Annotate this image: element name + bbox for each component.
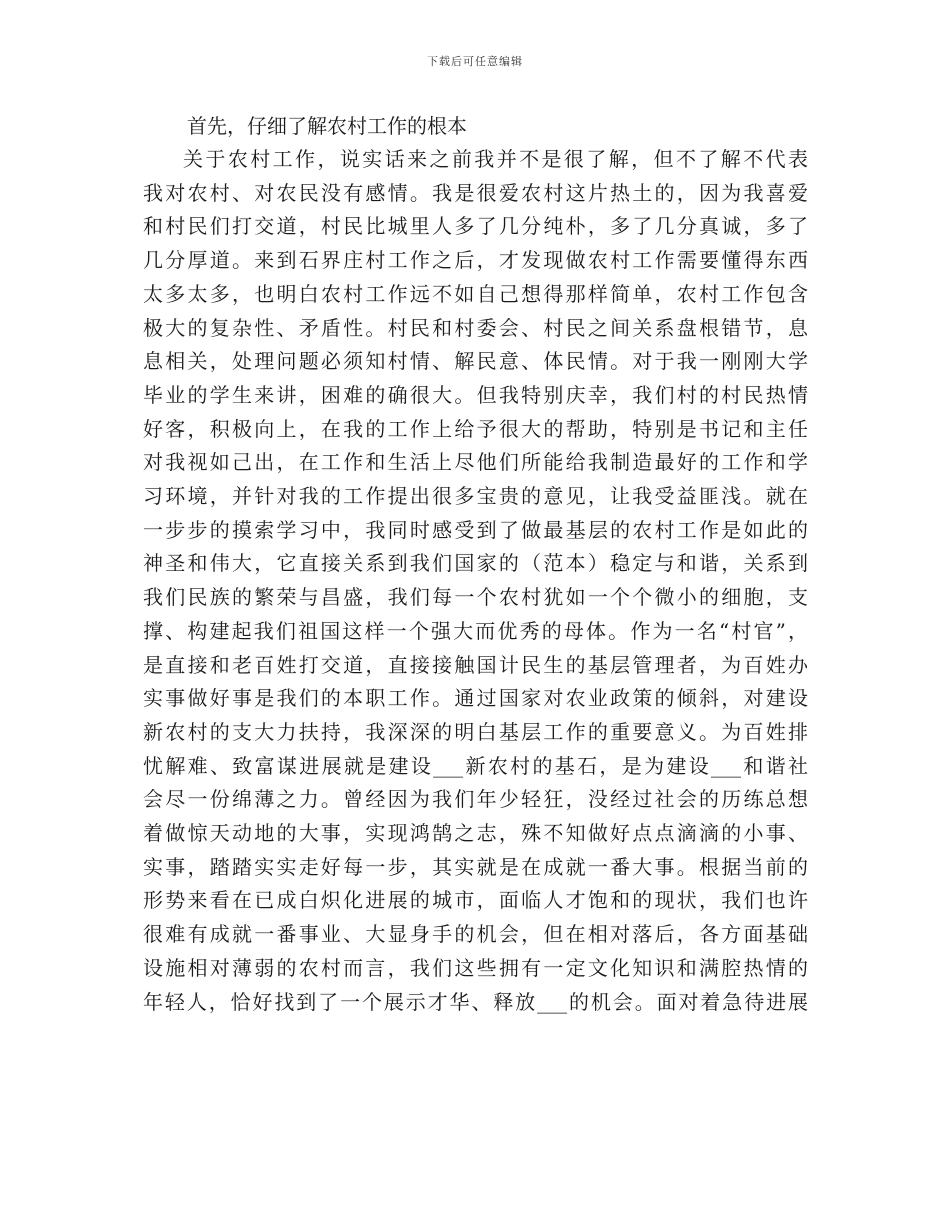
page-header: 下载后可任意编辑 — [427, 55, 523, 68]
text-line: 和村民们打交道，村民比城里人多了几分纯朴，多了几分真诚，多了 — [143, 214, 808, 239]
text-line: 着做惊天动地的大事，实现鸿鹄之志，殊不知做好点点滴滴的小事、 — [143, 821, 808, 846]
text-line: 年轻人，恰好找到了一个展示才华、释放___的机会。面对着急待进展 — [143, 989, 808, 1014]
text-line: 对我视如己出，在工作和生活上尽他们所能给我制造最好的工作和学 — [143, 450, 808, 475]
text-line: 几分厚道。来到石界庄村工作之后，才发现做农村工作需要懂得东西 — [143, 248, 808, 273]
text-line: 习环境，并针对我的工作提出很多宝贵的意见，让我受益匪浅。就在 — [143, 484, 808, 509]
text-line: 实事做好事是我们的本职工作。通过国家对农业政策的倾斜，对建设 — [143, 686, 808, 711]
text-line: 新农村的支大力扶持，我深深的明白基层工作的重要意义。为百姓排 — [143, 719, 808, 744]
text-line: 撑、构建起我们祖国这样一个强大而优秀的母体。作为一名“村官”， — [143, 618, 808, 643]
text-line: 好客，积极向上，在我的工作上给予很大的帮助，特别是书记和主任 — [143, 416, 808, 441]
text-line: 一步步的摸索学习中，我同时感受到了做最基层的农村工作是如此的 — [143, 517, 808, 542]
text-line: 神圣和伟大，它直接关系到我们国家的（范本）稳定与和谐，关系到 — [143, 551, 808, 576]
text-line: 息相关，处理问题必须知村情、解民意、体民情。对于我一刚刚大学 — [143, 349, 808, 374]
text-line: 毕业的学生来讲，困难的确很大。但我特别庆幸，我们村的村民热情 — [143, 382, 808, 407]
text-line: 极大的复杂性、矛盾性。村民和村委会、村民之间关系盘根错节，息 — [143, 315, 808, 340]
text-line: 很难有成就一番事业、大显身手的机会，但在相对落后，各方面基础 — [143, 922, 808, 947]
text-line: 我对农村、对农民没有感情。我是很爱农村这片热土的，因为我喜爱 — [143, 180, 808, 205]
text-line: 会尽一份绵薄之力。曾经因为我们年少轻狂，没经过社会的历练总想 — [143, 787, 808, 812]
text-line: 关于农村工作，说实话来之前我并不是很了解，但不了解不代表 — [183, 147, 808, 171]
text-line: 我们民族的繁荣与昌盛，我们每一个农村犹如一个个微小的细胞，支 — [143, 585, 808, 610]
text-line: 形势来看在已成白炽化进展的城市，面临人才饱和的现状，我们也许 — [143, 888, 808, 913]
text-line: 是直接和老百姓打交道，直接接触国计民生的基层管理者，为百姓办 — [143, 652, 808, 677]
paragraph — [143, 143, 808, 1019]
section-heading: 首先，仔细了解农村工作的根本 — [187, 114, 467, 138]
text-line: 实事，踏踏实实走好每一步，其实就是在成就一番大事。根据当前的 — [143, 854, 808, 879]
text-line: 设施相对薄弱的农村而言，我们这些拥有一定文化知识和满腔热情的 — [143, 955, 808, 980]
document-body — [143, 110, 808, 1019]
text-line: 忧解难、致富谋进展就是建设___新农村的基石，是为建设___和谐社 — [143, 753, 808, 778]
text-line: 太多太多，也明白农村工作远不如自己想得那样简单，农村工作包含 — [143, 281, 808, 306]
